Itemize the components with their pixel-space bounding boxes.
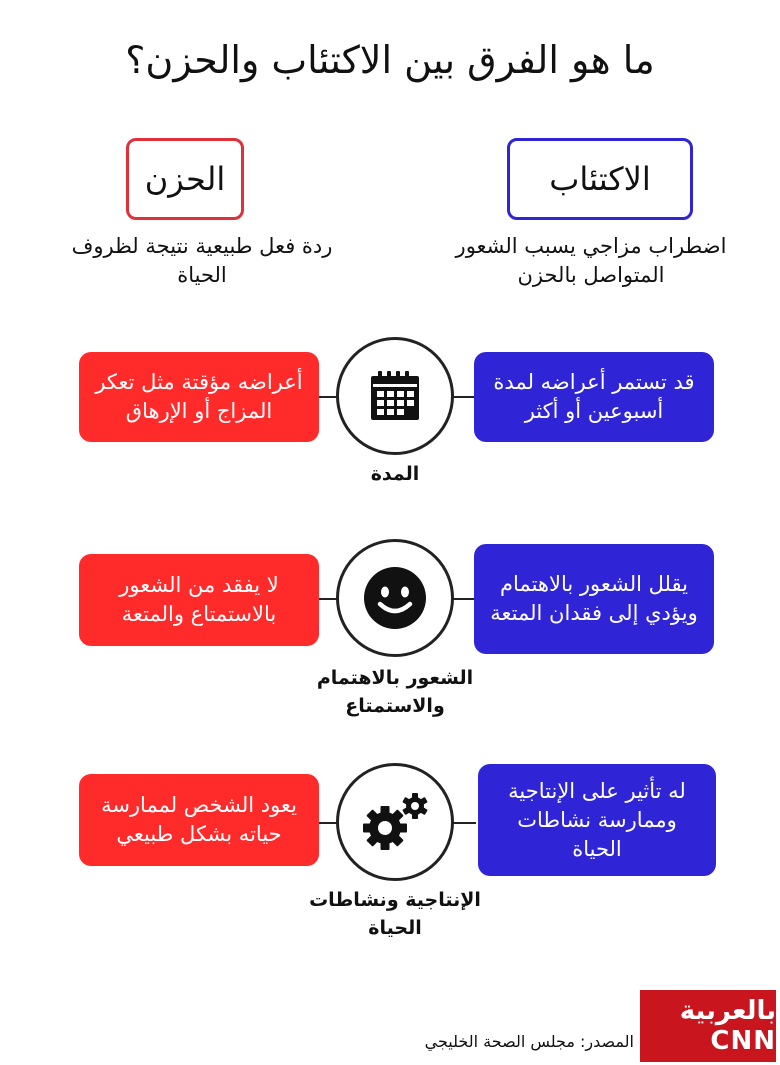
source-credit: المصدر: مجلس الصحة الخليجي <box>424 1032 634 1051</box>
interest-label: الشعور بالاهتمام والاستمتاع <box>316 667 474 717</box>
depression-interest-card: يقلل الشعور بالاهتمام ويؤدي إلى فقدان المتعة <box>474 544 714 654</box>
duration-label: المدة <box>370 463 420 485</box>
sadness-duration-card: أعراضه مؤقتة مثل تعكر المزاج أو الإرهاق <box>79 352 319 442</box>
sadness-productivity-card: يعود الشخص لممارسة حياته بشكل طبيعي <box>79 774 319 866</box>
sadness-interest-card: لا يفقد من الشعور بالاستمتاع والمتعة <box>79 554 319 646</box>
cnn-arabic-logo: بالعربية CNN <box>640 990 776 1062</box>
depression-header: الاكتئاب <box>507 138 693 220</box>
smiley-face-icon <box>363 566 427 630</box>
calendar-icon <box>369 370 421 422</box>
sadness-description: ردة فعل طبيعية نتيجة لظروف الحياة <box>71 234 333 287</box>
interest-icon-circle <box>336 539 454 657</box>
sadness-header: الحزن <box>126 138 244 220</box>
page-title: ما هو الفرق بين الاكتئاب والحزن؟ <box>125 38 655 82</box>
productivity-icon-circle <box>336 763 454 881</box>
duration-icon-circle <box>336 337 454 455</box>
depression-productivity-card: له تأثير على الإنتاجية وممارسة نشاطات الحياة <box>478 764 716 876</box>
productivity-label: الإنتاجية ونشاطات الحياة <box>309 889 481 939</box>
depression-duration-card: قد تستمر أعراضه لمدة أسبوعين أو أكثر <box>474 352 714 442</box>
depression-description: اضطراب مزاجي يسبب الشعور المتواصل بالحزن <box>455 234 727 287</box>
gears-icon <box>355 790 435 854</box>
